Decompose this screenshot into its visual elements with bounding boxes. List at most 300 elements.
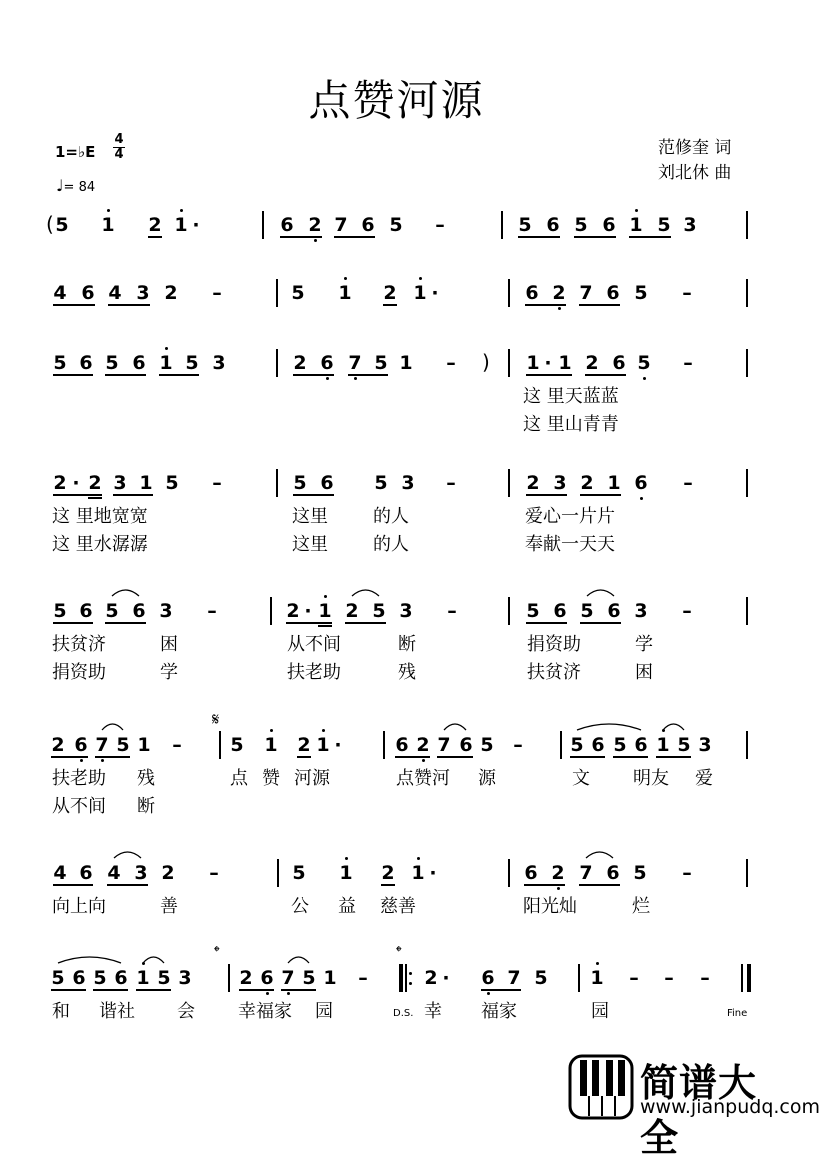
eighth-underline	[51, 756, 88, 758]
note: 7	[507, 967, 521, 989]
note: ·	[442, 967, 450, 989]
logo-url: www.jianpudq.com	[640, 1096, 820, 1118]
low-octave-dot	[422, 759, 425, 762]
eighth-underline	[437, 756, 473, 758]
barline	[747, 964, 751, 992]
eighth-underline	[159, 374, 199, 376]
note: 5	[613, 734, 627, 756]
note: 6	[607, 600, 621, 622]
note: 2	[51, 734, 65, 756]
note: –	[172, 734, 182, 756]
eighth-underline	[53, 884, 93, 886]
lyric-line: 扶贫济	[52, 634, 106, 655]
note: –	[358, 967, 368, 989]
eighth-underline	[518, 236, 560, 238]
note: 2	[551, 862, 565, 884]
lyric-line: 这里	[292, 506, 328, 527]
note: 2	[424, 967, 438, 989]
note: 2	[416, 734, 430, 756]
note: 5	[374, 472, 388, 494]
fine-marking: Fine	[727, 1008, 748, 1019]
barline	[276, 469, 278, 497]
lyric-line: 残	[398, 662, 416, 683]
barline	[508, 469, 510, 497]
note: 1	[264, 734, 278, 756]
note: 1	[137, 734, 151, 756]
note: ·	[334, 734, 342, 756]
note: 6	[132, 352, 146, 374]
lyric-line: 会	[177, 1001, 195, 1022]
note: 7	[437, 734, 451, 756]
barline	[746, 597, 748, 625]
time-signature	[113, 134, 125, 161]
note: 6	[612, 352, 626, 374]
barline	[270, 597, 272, 625]
low-octave-dot	[643, 377, 646, 380]
eighth-underline	[345, 622, 386, 624]
lyric-line: 这 里地宽宽	[52, 506, 148, 527]
note: –	[682, 862, 692, 884]
eighth-underline	[524, 884, 565, 886]
note: 5	[574, 214, 588, 236]
note: 7	[334, 214, 348, 236]
high-octave-dot	[596, 962, 599, 965]
high-octave-dot	[107, 209, 110, 212]
note: 6	[320, 352, 334, 374]
eighth-underline	[105, 374, 146, 376]
note: 5	[105, 352, 119, 374]
eighth-underline	[381, 884, 395, 886]
lyric-line: 这 里水潺潺	[52, 534, 148, 555]
coda-icon: 𝄌	[214, 942, 220, 961]
note: –	[682, 282, 692, 304]
note: 5	[480, 734, 494, 756]
eighth-underline	[318, 625, 332, 627]
barline	[276, 349, 278, 377]
note: –	[212, 282, 222, 304]
logo-text: 简谱大全	[640, 1061, 758, 1160]
note: 5	[157, 967, 171, 989]
note: 5	[637, 352, 651, 374]
lyric-verse1: 这 里天蓝蓝	[523, 386, 619, 407]
note: 1	[318, 600, 332, 622]
barline	[508, 349, 510, 377]
note: –	[207, 600, 217, 622]
note: –	[683, 472, 693, 494]
eighth-underline	[239, 989, 274, 991]
slur-tie	[114, 849, 141, 859]
barline	[746, 279, 748, 307]
lyric-line: 断	[398, 634, 416, 655]
eighth-underline	[580, 494, 621, 496]
note: 3	[553, 472, 567, 494]
note: 1	[656, 734, 670, 756]
barline	[277, 859, 279, 887]
note: 1	[323, 967, 337, 989]
page-title: 点赞河源	[308, 76, 485, 125]
eighth-underline	[574, 236, 616, 238]
eighth-underline	[53, 374, 93, 376]
repeat-dot	[409, 982, 412, 985]
lyric-line: 幸福家	[238, 1001, 292, 1022]
eighth-underline	[53, 304, 95, 306]
ds-marking: D.S.	[393, 1008, 414, 1019]
lyric-line: 向上向	[52, 896, 106, 917]
note: –	[447, 600, 457, 622]
lyric-line: 源	[478, 768, 496, 789]
lyric-line: 爱	[695, 768, 713, 789]
note: 2	[293, 352, 307, 374]
high-octave-dot	[344, 277, 347, 280]
note: 5	[374, 352, 388, 374]
note: –	[212, 472, 222, 494]
note: 3	[634, 600, 648, 622]
note: –	[700, 967, 710, 989]
note: 4	[53, 282, 67, 304]
note: 6	[546, 214, 560, 236]
eighth-underline	[526, 622, 567, 624]
low-octave-dot	[558, 307, 561, 310]
note: 3	[159, 600, 173, 622]
lyric-line: 善	[160, 896, 178, 917]
lyric-line: 扶老助	[52, 768, 106, 789]
low-octave-dot	[487, 992, 490, 995]
note: ·	[72, 472, 80, 494]
lyric-line: 从不间	[52, 796, 106, 817]
note: 5	[292, 862, 306, 884]
slur-tie	[586, 849, 613, 859]
note: 1	[139, 472, 153, 494]
note: 2	[308, 214, 322, 236]
note: 6	[634, 472, 648, 494]
note: –	[664, 967, 674, 989]
low-octave-dot	[640, 497, 643, 500]
note: 3	[399, 600, 413, 622]
note: –	[513, 734, 523, 756]
slur-tie	[58, 954, 121, 964]
note: 3	[136, 282, 150, 304]
note: 4	[108, 282, 122, 304]
note: ·	[429, 862, 437, 884]
paren-open: (	[46, 212, 54, 236]
barline	[399, 964, 403, 992]
eighth-underline	[613, 756, 648, 758]
note: 5	[55, 214, 69, 236]
high-octave-dot	[419, 277, 422, 280]
barline	[746, 859, 748, 887]
eighth-underline	[53, 494, 102, 496]
lyric-line: 园	[315, 1001, 333, 1022]
lyric-line: 残	[137, 768, 155, 789]
eighth-underline	[107, 884, 148, 886]
low-octave-dot	[314, 239, 317, 242]
note: 1	[399, 352, 413, 374]
lyric-line: 园	[591, 1001, 609, 1022]
note: 5	[580, 600, 594, 622]
note: 6	[524, 862, 538, 884]
note: 2	[88, 472, 102, 494]
note: 7	[95, 734, 109, 756]
note: 3	[212, 352, 226, 374]
note: 7	[579, 282, 593, 304]
eighth-underline	[526, 494, 567, 496]
note: 1	[629, 214, 643, 236]
slur-tie	[352, 587, 379, 597]
eighth-underline	[53, 622, 93, 624]
lyric-line: 阳光灿	[523, 896, 577, 917]
repeat-dot	[409, 972, 412, 975]
eighth-underline	[281, 989, 316, 991]
note: 5	[518, 214, 532, 236]
note: 5	[105, 600, 119, 622]
eighth-underline	[297, 756, 311, 758]
low-octave-dot	[354, 377, 357, 380]
note: ·	[431, 282, 439, 304]
eighth-underline	[108, 304, 150, 306]
lyric-line: 谐社	[99, 1001, 135, 1022]
high-octave-dot	[635, 209, 638, 212]
note: 1	[338, 282, 352, 304]
eighth-underline	[136, 989, 171, 991]
barline	[228, 964, 230, 992]
note: –	[629, 967, 639, 989]
note: 5	[570, 734, 584, 756]
note: 6	[79, 600, 93, 622]
note: 6	[72, 967, 86, 989]
lyric-line: 捐资助	[527, 634, 581, 655]
note: 2	[164, 282, 178, 304]
eighth-underline	[148, 236, 162, 238]
lyric-line: 奉献一天天	[525, 534, 615, 555]
eighth-underline	[579, 884, 620, 886]
note: 3	[178, 967, 192, 989]
note: 7	[348, 352, 362, 374]
note: 7	[281, 967, 295, 989]
note: 6	[79, 352, 93, 374]
slur-tie	[577, 721, 641, 731]
time-signature-bottom: 4	[114, 147, 124, 162]
lyric-verse2: 这 里山青青	[523, 414, 619, 435]
eighth-underline	[293, 494, 334, 496]
note: 1	[590, 967, 604, 989]
composer-credit: 刘北休 曲	[658, 163, 732, 183]
lyric-line: 河源	[294, 768, 330, 789]
slur-tie	[663, 721, 684, 731]
note: 1	[413, 282, 427, 304]
lyric-line: 学	[635, 634, 653, 655]
barline	[501, 211, 503, 239]
lyric-line: 从不间	[287, 634, 341, 655]
barline	[746, 731, 748, 759]
note: 3	[401, 472, 415, 494]
note: 1	[316, 734, 330, 756]
slur-tie	[112, 587, 139, 597]
note: 5	[53, 600, 67, 622]
eighth-underline	[585, 374, 626, 376]
note: 2	[297, 734, 311, 756]
lyric-line: 烂	[632, 896, 650, 917]
high-octave-dot	[270, 729, 273, 732]
slur-tie	[587, 587, 614, 597]
lyric-line: 的人	[373, 506, 409, 527]
note: 4	[107, 862, 121, 884]
eighth-underline	[570, 756, 605, 758]
low-octave-dot	[326, 377, 329, 380]
note: 2	[552, 282, 566, 304]
note: 3	[113, 472, 127, 494]
eighth-underline	[280, 236, 322, 238]
note: 4	[53, 862, 67, 884]
lyric-line: 点赞河	[396, 768, 450, 789]
eighth-underline	[526, 374, 572, 376]
note: 5	[293, 472, 307, 494]
lyric-line: 扶贫济	[527, 662, 581, 683]
note: 5	[53, 352, 67, 374]
note: ·	[192, 214, 200, 236]
low-octave-dot	[80, 759, 83, 762]
lyric-line: 明友	[633, 768, 669, 789]
note: 5	[634, 282, 648, 304]
note: ·	[304, 600, 312, 622]
low-octave-dot	[557, 887, 560, 890]
high-octave-dot	[180, 209, 183, 212]
barline	[741, 964, 743, 992]
note: 6	[591, 734, 605, 756]
slur-tie	[444, 721, 466, 731]
note: 6	[320, 472, 334, 494]
paren-close: )	[482, 350, 490, 374]
note: 6	[634, 734, 648, 756]
high-octave-dot	[662, 729, 665, 732]
barline	[746, 211, 748, 239]
note: 5	[534, 967, 548, 989]
note: 5	[389, 214, 403, 236]
note: 6	[132, 600, 146, 622]
note: 5	[657, 214, 671, 236]
low-octave-dot	[287, 992, 290, 995]
high-octave-dot	[324, 595, 327, 598]
coda-icon: 𝄌	[396, 942, 402, 961]
eighth-underline	[348, 374, 388, 376]
lyric-line: 赞	[262, 768, 280, 789]
lyric-line: 慈善	[380, 896, 416, 917]
segno-icon: 𝄋	[212, 710, 220, 730]
note: 3	[683, 214, 697, 236]
barline	[508, 279, 510, 307]
high-octave-dot	[322, 729, 325, 732]
note: 2	[381, 862, 395, 884]
note: 5	[372, 600, 386, 622]
eighth-underline	[481, 989, 521, 991]
note: 6	[459, 734, 473, 756]
eighth-underline	[395, 756, 430, 758]
note: –	[683, 352, 693, 374]
note: 6	[553, 600, 567, 622]
note: 5	[677, 734, 691, 756]
lyric-line: 公	[291, 896, 309, 917]
note: 6	[481, 967, 495, 989]
eighth-underline	[580, 622, 621, 624]
note: 5	[165, 472, 179, 494]
note: 1	[558, 352, 572, 374]
lyric-line: 文	[572, 768, 590, 789]
note: 2	[383, 282, 397, 304]
note: 2	[585, 352, 599, 374]
slur-tie	[288, 954, 309, 964]
lyric-line: 扶老助	[287, 662, 341, 683]
note: 6	[525, 282, 539, 304]
note: 5	[51, 967, 65, 989]
barline	[578, 964, 580, 992]
note: ·	[544, 352, 552, 374]
lyricist-credit: 范修奎 词	[658, 138, 732, 158]
note: 6	[395, 734, 409, 756]
key-signature: 1=♭E	[55, 143, 96, 161]
note: –	[446, 352, 456, 374]
lyric-line: 爱心一片片	[525, 506, 615, 527]
eighth-underline	[525, 304, 566, 306]
slur-tie	[143, 954, 164, 964]
high-octave-dot	[417, 857, 420, 860]
barline	[508, 597, 510, 625]
note: 5	[291, 282, 305, 304]
eighth-underline	[286, 622, 332, 624]
eighth-underline	[93, 989, 128, 991]
barline	[276, 279, 278, 307]
barline	[746, 349, 748, 377]
tempo-value: = 84	[63, 180, 96, 195]
lyric-line: 这里	[292, 534, 328, 555]
eighth-underline	[105, 622, 146, 624]
low-octave-dot	[266, 992, 269, 995]
note: 6	[260, 967, 274, 989]
note: 1	[101, 214, 115, 236]
note: 5	[116, 734, 130, 756]
note: 5	[633, 862, 647, 884]
lyric-line: 福家	[481, 1001, 517, 1022]
note: 1	[607, 472, 621, 494]
note: 6	[606, 282, 620, 304]
note: 6	[114, 967, 128, 989]
barline	[219, 731, 221, 759]
eighth-underline	[113, 494, 153, 496]
lyric-line: 困	[635, 662, 653, 683]
barline	[560, 731, 562, 759]
note: 2	[526, 472, 540, 494]
note: 2	[161, 862, 175, 884]
eighth-underline	[293, 374, 334, 376]
eighth-underline	[383, 304, 397, 306]
time-signature-top: 4	[114, 132, 124, 147]
note: –	[446, 472, 456, 494]
lyric-line: 捐资助	[52, 662, 106, 683]
note: –	[209, 862, 219, 884]
eighth-underline	[51, 989, 86, 991]
barline	[383, 731, 385, 759]
eighth-underline	[88, 497, 102, 499]
lyric-line: 困	[160, 634, 178, 655]
tempo-marking	[56, 176, 95, 195]
note: 5	[185, 352, 199, 374]
eighth-underline	[579, 304, 620, 306]
eighth-underline	[656, 756, 691, 758]
site-logo	[568, 1052, 820, 1160]
note: 1	[411, 862, 425, 884]
note: 6	[606, 862, 620, 884]
eighth-underline	[334, 236, 375, 238]
note: 2	[345, 600, 359, 622]
lyric-line: 和	[52, 1001, 70, 1022]
